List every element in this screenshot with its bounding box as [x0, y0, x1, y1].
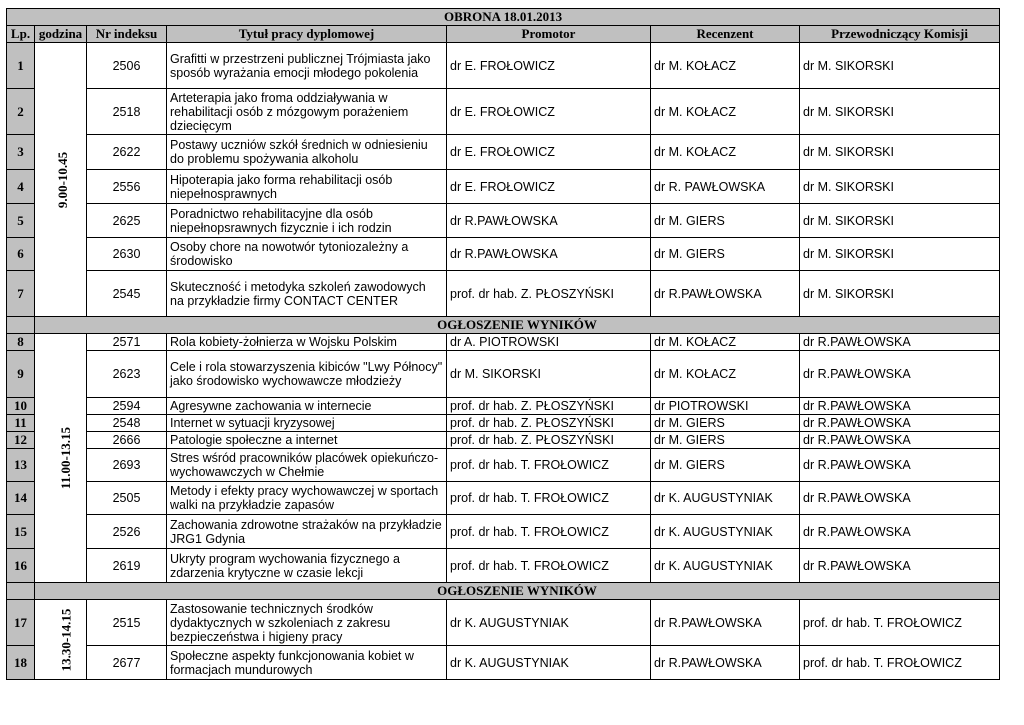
row-recenzent: dr M. KOŁACZ — [651, 135, 800, 170]
row-przewodniczacy: dr M. SIKORSKI — [800, 43, 1000, 89]
header-promotor: Promotor — [447, 26, 651, 43]
header-recenzent: Recenzent — [651, 26, 800, 43]
time-slot-cell — [35, 43, 87, 317]
row-przewodniczacy: dr R.PAWŁOWSKA — [800, 449, 1000, 482]
row-recenzent: dr M. GIERS — [651, 415, 800, 432]
row-recenzent: dr M. GIERS — [651, 204, 800, 238]
row-nr-indeksu: 2518 — [87, 89, 167, 135]
row-thesis-title: Hipoterapia jako forma rehabilitacji osób niepełnosprawnych — [167, 170, 447, 204]
results-blank-cell — [7, 317, 35, 334]
table-row — [7, 549, 1000, 583]
row-recenzent: dr R.PAWŁOWSKA — [651, 646, 800, 680]
row-przewodniczacy: dr M. SIKORSKI — [800, 89, 1000, 135]
row-recenzent: dr R. PAWŁOWSKA — [651, 170, 800, 204]
header-godzina: godzina — [35, 26, 87, 43]
row-promotor: dr R.PAWŁOWSKA — [447, 238, 651, 271]
row-przewodniczacy: dr R.PAWŁOWSKA — [800, 549, 1000, 583]
table-row — [7, 89, 1000, 135]
row-nr-indeksu: 2515 — [87, 600, 167, 646]
row-nr-indeksu: 2506 — [87, 43, 167, 89]
row-promotor: prof. dr hab. T. FROŁOWICZ — [447, 449, 651, 482]
row-promotor: dr E. FROŁOWICZ — [447, 170, 651, 204]
row-przewodniczacy: dr M. SIKORSKI — [800, 170, 1000, 204]
row-lp: 8 — [7, 334, 35, 351]
row-przewodniczacy: dr R.PAWŁOWSKA — [800, 515, 1000, 549]
table-row — [7, 351, 1000, 398]
row-thesis-title: Postawy uczniów szkół średnich w odniesieniu do problemu spożywania alkoholu — [167, 135, 447, 170]
row-promotor: dr A. PIOTROWSKI — [447, 334, 651, 351]
results-announcement-label: OGŁOSZENIE WYNIKÓW — [35, 317, 1000, 334]
row-promotor: prof. dr hab. Z. PŁOSZYŃSKI — [447, 432, 651, 449]
row-promotor: dr E. FROŁOWICZ — [447, 135, 651, 170]
row-thesis-title: Internet w sytuacji kryzysowej — [167, 415, 447, 432]
row-promotor: prof. dr hab. Z. PŁOSZYŃSKI — [447, 271, 651, 317]
row-recenzent: dr M. GIERS — [651, 449, 800, 482]
row-lp: 16 — [7, 549, 35, 583]
header-nr-indeksu: Nr indeksu — [87, 26, 167, 43]
row-promotor: dr R.PAWŁOWSKA — [447, 204, 651, 238]
row-nr-indeksu: 2556 — [87, 170, 167, 204]
table-row — [7, 43, 1000, 89]
table-row — [7, 515, 1000, 549]
row-lp: 2 — [7, 89, 35, 135]
results-announcement-row — [7, 317, 1000, 334]
row-recenzent: dr M. KOŁACZ — [651, 89, 800, 135]
row-recenzent: dr M. GIERS — [651, 432, 800, 449]
row-lp: 12 — [7, 432, 35, 449]
time-slot-label: 9.00-10.45 — [55, 151, 71, 208]
row-thesis-title: Rola kobiety-żołnierza w Wojsku Polskim — [167, 334, 447, 351]
table-row — [7, 204, 1000, 238]
row-lp: 1 — [7, 43, 35, 89]
row-nr-indeksu: 2548 — [87, 415, 167, 432]
table-row — [7, 432, 1000, 449]
row-thesis-title: Ukryty program wychowania fizycznego a zdarzenia krytyczne w czasie lekcji — [167, 549, 447, 583]
row-recenzent: dr M. KOŁACZ — [651, 43, 800, 89]
results-announcement-row — [7, 583, 1000, 600]
time-slot-cell — [35, 334, 87, 583]
row-thesis-title: Arteterapia jako froma oddziaływania w rehabilitacji osób z mózgowym porażeniem dziecięcym — [167, 89, 447, 135]
row-recenzent: dr K. AUGUSTYNIAK — [651, 549, 800, 583]
row-promotor: dr M. SIKORSKI — [447, 351, 651, 398]
row-przewodniczacy: dr R.PAWŁOWSKA — [800, 432, 1000, 449]
row-thesis-title: Metody i efekty pracy wychowawczej w sportach walki na przykładzie zapasów — [167, 482, 447, 515]
row-nr-indeksu: 2545 — [87, 271, 167, 317]
defense-schedule-table — [6, 8, 1000, 680]
row-thesis-title: Cele i rola stowarzyszenia kibiców "Lwy Północy" jako środowisko wychowawcze młodzieży — [167, 351, 447, 398]
row-thesis-title: Osoby chore na nowotwór tytoniozależny a środowisko — [167, 238, 447, 271]
row-recenzent: dr R.PAWŁOWSKA — [651, 271, 800, 317]
results-blank-cell — [7, 583, 35, 600]
header-przewodniczacy: Przewodniczący Komisji — [800, 26, 1000, 43]
row-thesis-title: Skuteczność i metodyka szkoleń zawodowych na przykładzie firmy CONTACT CENTER — [167, 271, 447, 317]
row-przewodniczacy: dr R.PAWŁOWSKA — [800, 351, 1000, 398]
row-promotor: prof. dr hab. Z. PŁOSZYŃSKI — [447, 415, 651, 432]
row-promotor: prof. dr hab. Z. PŁOSZYŃSKI — [447, 398, 651, 415]
row-thesis-title: Zastosowanie technicznych środków dydaktycznych w szkoleniach z zakresu bezpieczeństwa i higieny pracy — [167, 600, 447, 646]
row-nr-indeksu: 2505 — [87, 482, 167, 515]
row-nr-indeksu: 2526 — [87, 515, 167, 549]
table-row — [7, 600, 1000, 646]
row-lp: 4 — [7, 170, 35, 204]
table-row — [7, 170, 1000, 204]
row-thesis-title: Agresywne zachowania w internecie — [167, 398, 447, 415]
row-recenzent: dr M. KOŁACZ — [651, 334, 800, 351]
row-nr-indeksu: 2666 — [87, 432, 167, 449]
row-promotor: dr K. AUGUSTYNIAK — [447, 646, 651, 680]
row-przewodniczacy: dr M. SIKORSKI — [800, 135, 1000, 170]
results-announcement-label: OGŁOSZENIE WYNIKÓW — [35, 583, 1000, 600]
row-recenzent: dr M. GIERS — [651, 238, 800, 271]
schedule-title: OBRONA 18.01.2013 — [7, 9, 1000, 26]
table-row — [7, 334, 1000, 351]
row-recenzent: dr K. AUGUSTYNIAK — [651, 482, 800, 515]
row-thesis-title: Społeczne aspekty funkcjonowania kobiet w formacjach mundurowych — [167, 646, 447, 680]
row-przewodniczacy: dr M. SIKORSKI — [800, 204, 1000, 238]
time-slot-label: 13.30-14.15 — [58, 608, 74, 671]
row-nr-indeksu: 2623 — [87, 351, 167, 398]
row-thesis-title: Poradnictwo rehabilitacyjne dla osób niepełnopsrawnych fizycznie i ich rodzin — [167, 204, 447, 238]
header-lp: Lp. — [7, 26, 35, 43]
row-lp: 3 — [7, 135, 35, 170]
table-row — [7, 415, 1000, 432]
row-promotor: dr K. AUGUSTYNIAK — [447, 600, 651, 646]
row-nr-indeksu: 2622 — [87, 135, 167, 170]
row-lp: 11 — [7, 415, 35, 432]
table-row — [7, 482, 1000, 515]
row-thesis-title: Stres wśród pracowników placówek opiekuńczo-wychowawczych w Chełmie — [167, 449, 447, 482]
row-lp: 13 — [7, 449, 35, 482]
header-row — [7, 26, 1000, 43]
row-przewodniczacy: prof. dr hab. T. FROŁOWICZ — [800, 600, 1000, 646]
table-row — [7, 449, 1000, 482]
row-recenzent: dr PIOTROWSKI — [651, 398, 800, 415]
row-lp: 14 — [7, 482, 35, 515]
row-nr-indeksu: 2619 — [87, 549, 167, 583]
row-nr-indeksu: 2571 — [87, 334, 167, 351]
row-recenzent: dr M. KOŁACZ — [651, 351, 800, 398]
row-thesis-title: Patologie społeczne a internet — [167, 432, 447, 449]
row-przewodniczacy: dr R.PAWŁOWSKA — [800, 415, 1000, 432]
row-lp: 7 — [7, 271, 35, 317]
row-promotor: prof. dr hab. T. FROŁOWICZ — [447, 515, 651, 549]
row-nr-indeksu: 2693 — [87, 449, 167, 482]
row-przewodniczacy: prof. dr hab. T. FROŁOWICZ — [800, 646, 1000, 680]
table-row — [7, 646, 1000, 680]
table-row — [7, 135, 1000, 170]
row-przewodniczacy: dr R.PAWŁOWSKA — [800, 334, 1000, 351]
row-nr-indeksu: 2625 — [87, 204, 167, 238]
row-nr-indeksu: 2594 — [87, 398, 167, 415]
row-lp: 17 — [7, 600, 35, 646]
row-promotor: dr E. FROŁOWICZ — [447, 43, 651, 89]
row-lp: 18 — [7, 646, 35, 680]
row-recenzent: dr K. AUGUSTYNIAK — [651, 515, 800, 549]
row-lp: 5 — [7, 204, 35, 238]
row-lp: 6 — [7, 238, 35, 271]
table-row — [7, 398, 1000, 415]
table-row — [7, 238, 1000, 271]
header-tytul: Tytuł pracy dyplomowej — [167, 26, 447, 43]
row-promotor: prof. dr hab. T. FROŁOWICZ — [447, 482, 651, 515]
row-nr-indeksu: 2630 — [87, 238, 167, 271]
row-lp: 15 — [7, 515, 35, 549]
time-slot-label: 11.00-13.15 — [58, 426, 74, 490]
row-przewodniczacy: dr M. SIKORSKI — [800, 238, 1000, 271]
row-thesis-title: Zachowania zdrowotne strażaków na przykładzie JRG1 Gdynia — [167, 515, 447, 549]
table-row — [7, 271, 1000, 317]
row-promotor: dr E. FROŁOWICZ — [447, 89, 651, 135]
row-przewodniczacy: dr R.PAWŁOWSKA — [800, 398, 1000, 415]
row-nr-indeksu: 2677 — [87, 646, 167, 680]
row-recenzent: dr R.PAWŁOWSKA — [651, 600, 800, 646]
time-slot-cell — [35, 600, 87, 680]
row-lp: 10 — [7, 398, 35, 415]
row-przewodniczacy: dr R.PAWŁOWSKA — [800, 482, 1000, 515]
row-thesis-title: Grafitti w przestrzeni publicznej Trójmiasta jako sposób wyrażania emocji młodego pokolenia — [167, 43, 447, 89]
row-promotor: prof. dr hab. T. FROŁOWICZ — [447, 549, 651, 583]
row-lp: 9 — [7, 351, 35, 398]
row-przewodniczacy: dr M. SIKORSKI — [800, 271, 1000, 317]
